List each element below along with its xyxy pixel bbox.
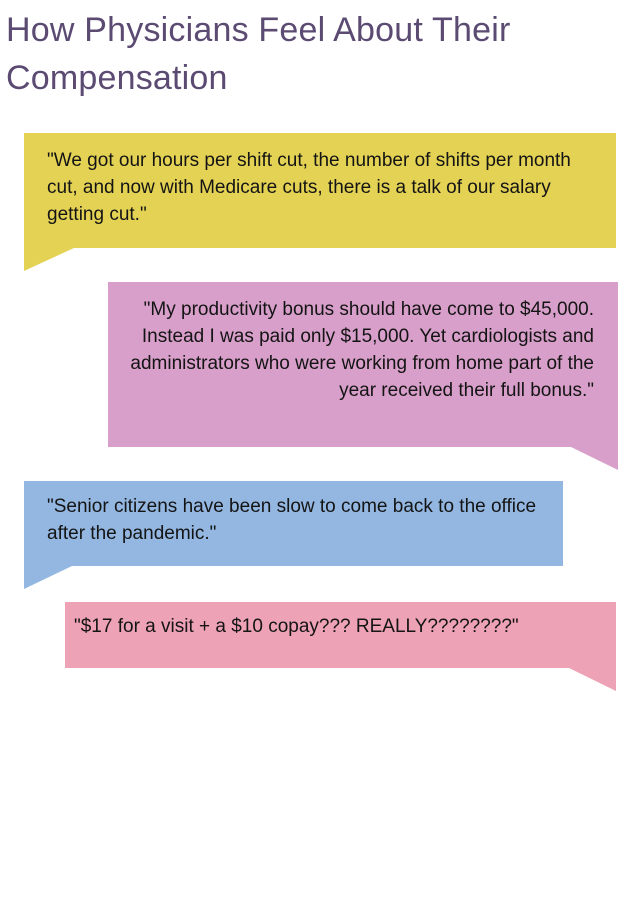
speech-bubble-tail xyxy=(571,447,618,470)
quote-text: "We got our hours per shift cut, the number of shifts per month cut, and now with Medicare cuts, there is a talk of our salary getting cut." xyxy=(47,150,571,225)
quote-bubble-copay xyxy=(65,602,616,668)
speech-bubble-tail xyxy=(24,566,72,589)
quote-bubble-productivity-bonus xyxy=(108,282,618,447)
quote-text: "$17 for a visit + a $10 copay??? REALLY????????" xyxy=(74,616,519,637)
page-title: How Physicians Feel About Their Compensation xyxy=(6,11,511,97)
quote-bubble-senior-citizens xyxy=(24,481,563,566)
quote-bubble-hours-cut xyxy=(24,133,616,248)
quote-text: "Senior citizens have been slow to come back to the office after the pandemic." xyxy=(47,496,537,544)
quote-text: "My productivity bonus should have come to $45,000. Instead I was paid only $15,000. Yet cardiologists and administrators who were working from home part of the year received their full bonus." xyxy=(130,299,594,401)
speech-bubble-tail xyxy=(569,668,616,691)
speech-bubble-tail xyxy=(24,248,74,271)
